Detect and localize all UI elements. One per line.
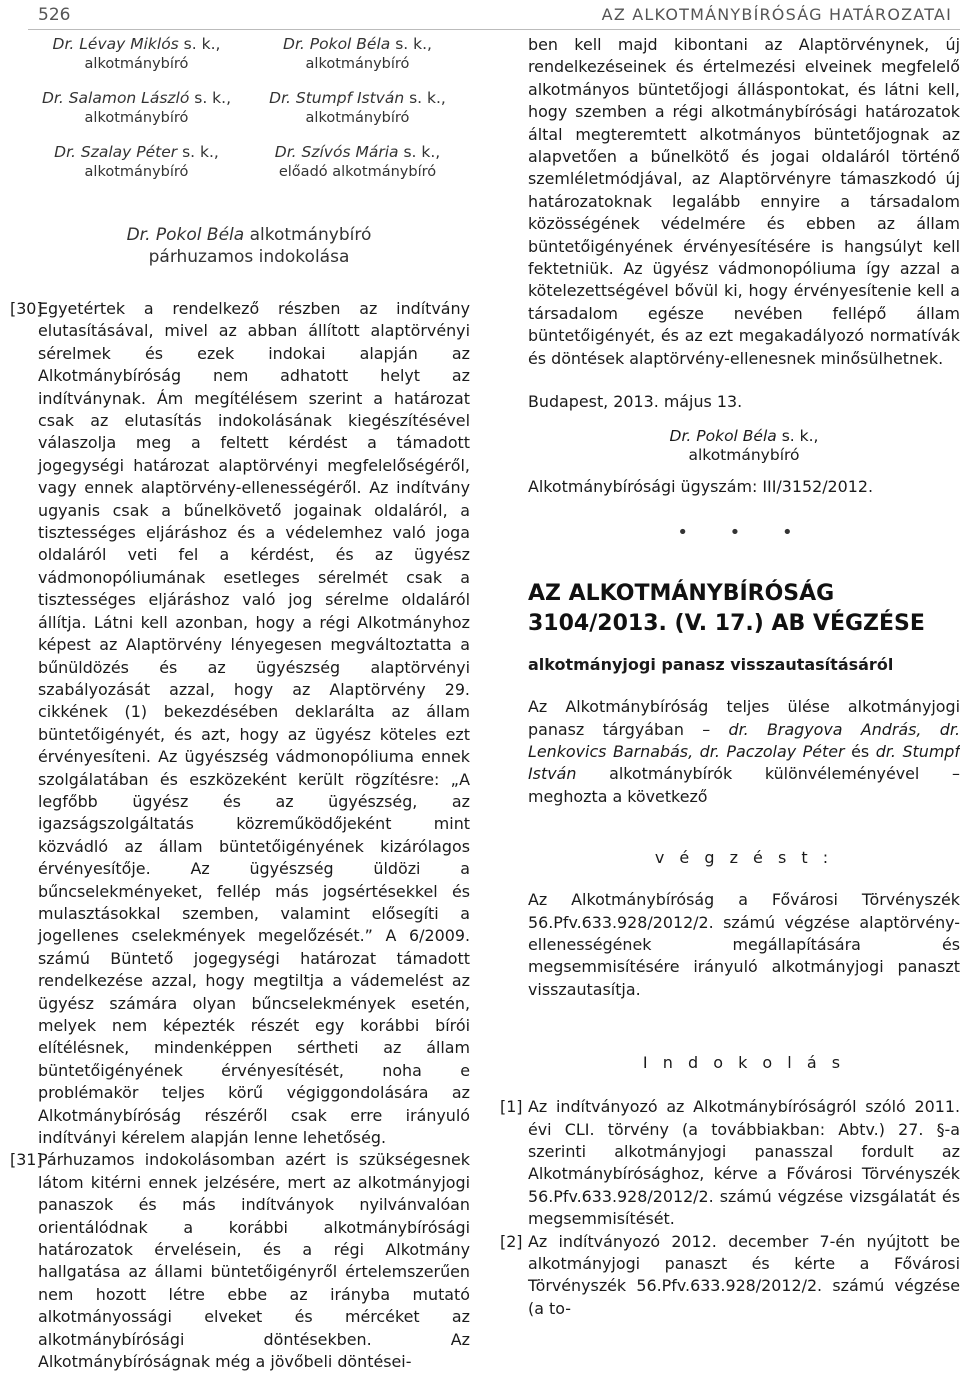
- paragraph-31-continuation: ben kell majd kibontani az Alaptörvénynek, új rendelkezéseinek és értelmezési elveinek megfelelő alkotmányos büntetőjogi álláspontokat, és látni kell, hogy szemben a régi alkotmánybírósági határozatok által megteremtett alkotmányos büntetőjognak az alapvetően a bűnelkötő és jogai oldaláról történő szemléletmódjával, az Alaptörvényre támaszkodó új határozatoknak legalább ennyire a társadalom közösségének védelmére és ebben az állam büntetőigényének érvényesítésére is hangsúlyt kell fektetniük. Az ügyész vádmonopóliuma így azzal a kötelezettségével bővül ki, hogy érvényesítenie kell a társadalom egésze nevében fellépő állam büntetőigényét, és az ezt megakadályozó normatívák és döntések alaptörvény-ellenesnek minősülhetnek.: [528, 35, 960, 368]
- date: Budapest, 2013. május 13.: [528, 392, 743, 412]
- signature-block: [28, 34, 470, 182]
- running-head: AZ ALKOTMÁNYBÍRÓSÁG HATÁROZATAI: [601, 5, 952, 24]
- signature: Dr. Szalay Péter s. k., alkotmánybíró: [54, 143, 219, 180]
- signature: Dr. Salamon László s. k., alkotmánybíró: [41, 89, 232, 126]
- page-number: 526: [38, 5, 71, 25]
- right-column: [500, 34, 960, 1320]
- intro-paragraph: Az Alkotmánybíróság teljes ülése alkotmányjogi panasz tárgyában – dr. Bragyova András, dr. Lenkovics Barnabás, dr. Paczolay Péter és dr. Stumpf István alkotmánybírók különvéleményével – meghozta a következő: [528, 697, 960, 806]
- left-column: [10, 34, 470, 1374]
- case-number: Alkotmánybírósági ügyszám: III/3152/2012.: [528, 477, 874, 497]
- paragraph-number: [30]: [10, 299, 43, 318]
- paragraph-number: [31]: [10, 1150, 43, 1170]
- separator: • • •: [677, 522, 811, 544]
- paragraph-31: [31] Párhuzamos indokolásomban azért is szükségesnek látom kitérni ennek jelzésére, mert az alkotmányjogi panaszok és más indítványok nyilvánvalóan orientálódnak a korábbi alkotmánybírósági határozatok érvelésein, és a régi Alkotmány hallgatása az állami büntetőigényről értelemszerűen nem hozott létre ebbe az irányba mutató alkotmányossági elveket és mércéket az alkotmánybírósági döntésekben. Az Alkotmánybíróságnak még a jövőbeli döntései-: [10, 1150, 470, 1372]
- paragraph-number: [2]: [500, 1231, 523, 1251]
- signature: Dr. Lévay Miklós s. k., alkotmánybíró: [52, 35, 221, 72]
- signature: Dr. Pokol Béla s. k., alkotmánybíró: [283, 35, 432, 72]
- vegzes-label: v é g z é s t :: [654, 848, 834, 868]
- paragraph-30: [30] Egyetértek a rendelkező részben az indítvány elutasításával, mivel az abban állított alaptörvényi sérelmek és ezek indokai alapján az Alkotmánybíróság nem adhatott helyt az indítványnak. Ám megítélésem szerint a határozat csak az elutasítás indokolásának kiegészítésével válaszolja meg a feltett kérdést a támadott jogegységi határozat alaptörvényi megfelelőségéről, vagy ennek alaptörvény-ellenességéről. Az indítvány ugyanis csak a bűnelkövető jogainak oldaláról, a tisztességes eljáráshoz és a védelemhez való joga oldaláról veti fel a kérdést, és az ügyész vádmonopóliumának esetleges sérelmét csak a tisztességes eljáráshoz való jog sérelme oldaláról állítja. Látni kell azonban, hogy a régi Alkotmányhoz képest az Alaptörvény lényegesen megváltoztatta a bűnüldözés és az ügyészség alaptörvényi szabályozását azzal, hogy az Alaptörvény 29. cikkének (1) bekezdésében deklarálta az állam büntetőigényét, és azt, hogy az ügyész köteles ezt érvényesíteni. Az ügyészség vádmonopóliuma ennek szolgálatában és eszközeként került rögzítésre: „A legfőbb ügyész és az ügyészség, az igazságszolgáltatás közreműködőjeként mint közvádló az állam büntetőigényének kizárólagos érvényesítője. Az ügyészség üldözi a bűncselekményeket, fellép más jogsértésekkel és mulasztásokkal szemben, valamint elősegíti a jogellenes cselekmények megelőzését.” A 6/2009. számú Büntető jogegységi határozat támadott rendelkezése azzal, hogy megtiltja a vádemelést az ügyész számára olyan bűncselekmények esetén, melyek nem képezték részét egy korábbi bírói elítélésnek, mindenképpen sértheti az állam büntetőigényének érvényesítését, noha e problémakör teljes körű végiggondolására az Alkotmánybíróság részéről csak erre irányuló indítványi kérelem alapján lenne lehetőség.: [10, 299, 470, 1148]
- paragraph-2: [2] Az indítványozó 2012. december 7-én nyújtott be alkotmányjogi panaszt és kérte a Fővárosi Törvényszék 56.Pfv.633.928/2012/2. számú végzése (a to-: [500, 1231, 960, 1318]
- opinion-subtitle: párhuzamos indokolása: [148, 247, 350, 267]
- decision-title: AZ ALKOTMÁNYBÍRÓSÁG 3104/2013. (V. 17.) AB VÉGZÉSE: [528, 581, 925, 637]
- right-signature: Dr. Pokol Béla s. k., alkotmánybíró: [669, 427, 819, 465]
- header-rule: [28, 29, 960, 30]
- page-header: [0, 0, 960, 30]
- paragraph-number: [1]: [500, 1097, 523, 1117]
- signature: Dr. Stumpf István s. k., alkotmánybíró: [269, 89, 446, 126]
- decision-subtitle: alkotmányjogi panasz visszautasításáról: [528, 655, 894, 675]
- decision-text: Az Alkotmánybíróság a Fővárosi Törvényszék 56.Pfv.633.928/2012/2. számú végzése alaptörvény-ellenességének megállapítására és megsemmisítésére irányuló alkotmányjogi panaszt visszautasítja.: [528, 890, 960, 999]
- opinion-title: Dr. Pokol Béla alkotmánybíró párhuzamos indokolása: [126, 225, 372, 267]
- signature: Dr. Szívós Mária s. k., előadó alkotmánybíró: [274, 143, 441, 180]
- indokolas-label: I n d o k o l á s: [642, 1053, 846, 1073]
- paragraph-1: [1] Az indítványozó az Alkotmánybíróságról szóló 2011. évi CLI. törvény (a továbbiakban: Abtv.) 27. §-a szerinti alkotmányjogi panasszal fordult az Alkotmánybírósághoz, kérve a Fővárosi Törvényszék 56.Pfv.633.928/2012/2. számú végzése vizsgálatát és megsemmisítését.: [500, 1097, 960, 1229]
